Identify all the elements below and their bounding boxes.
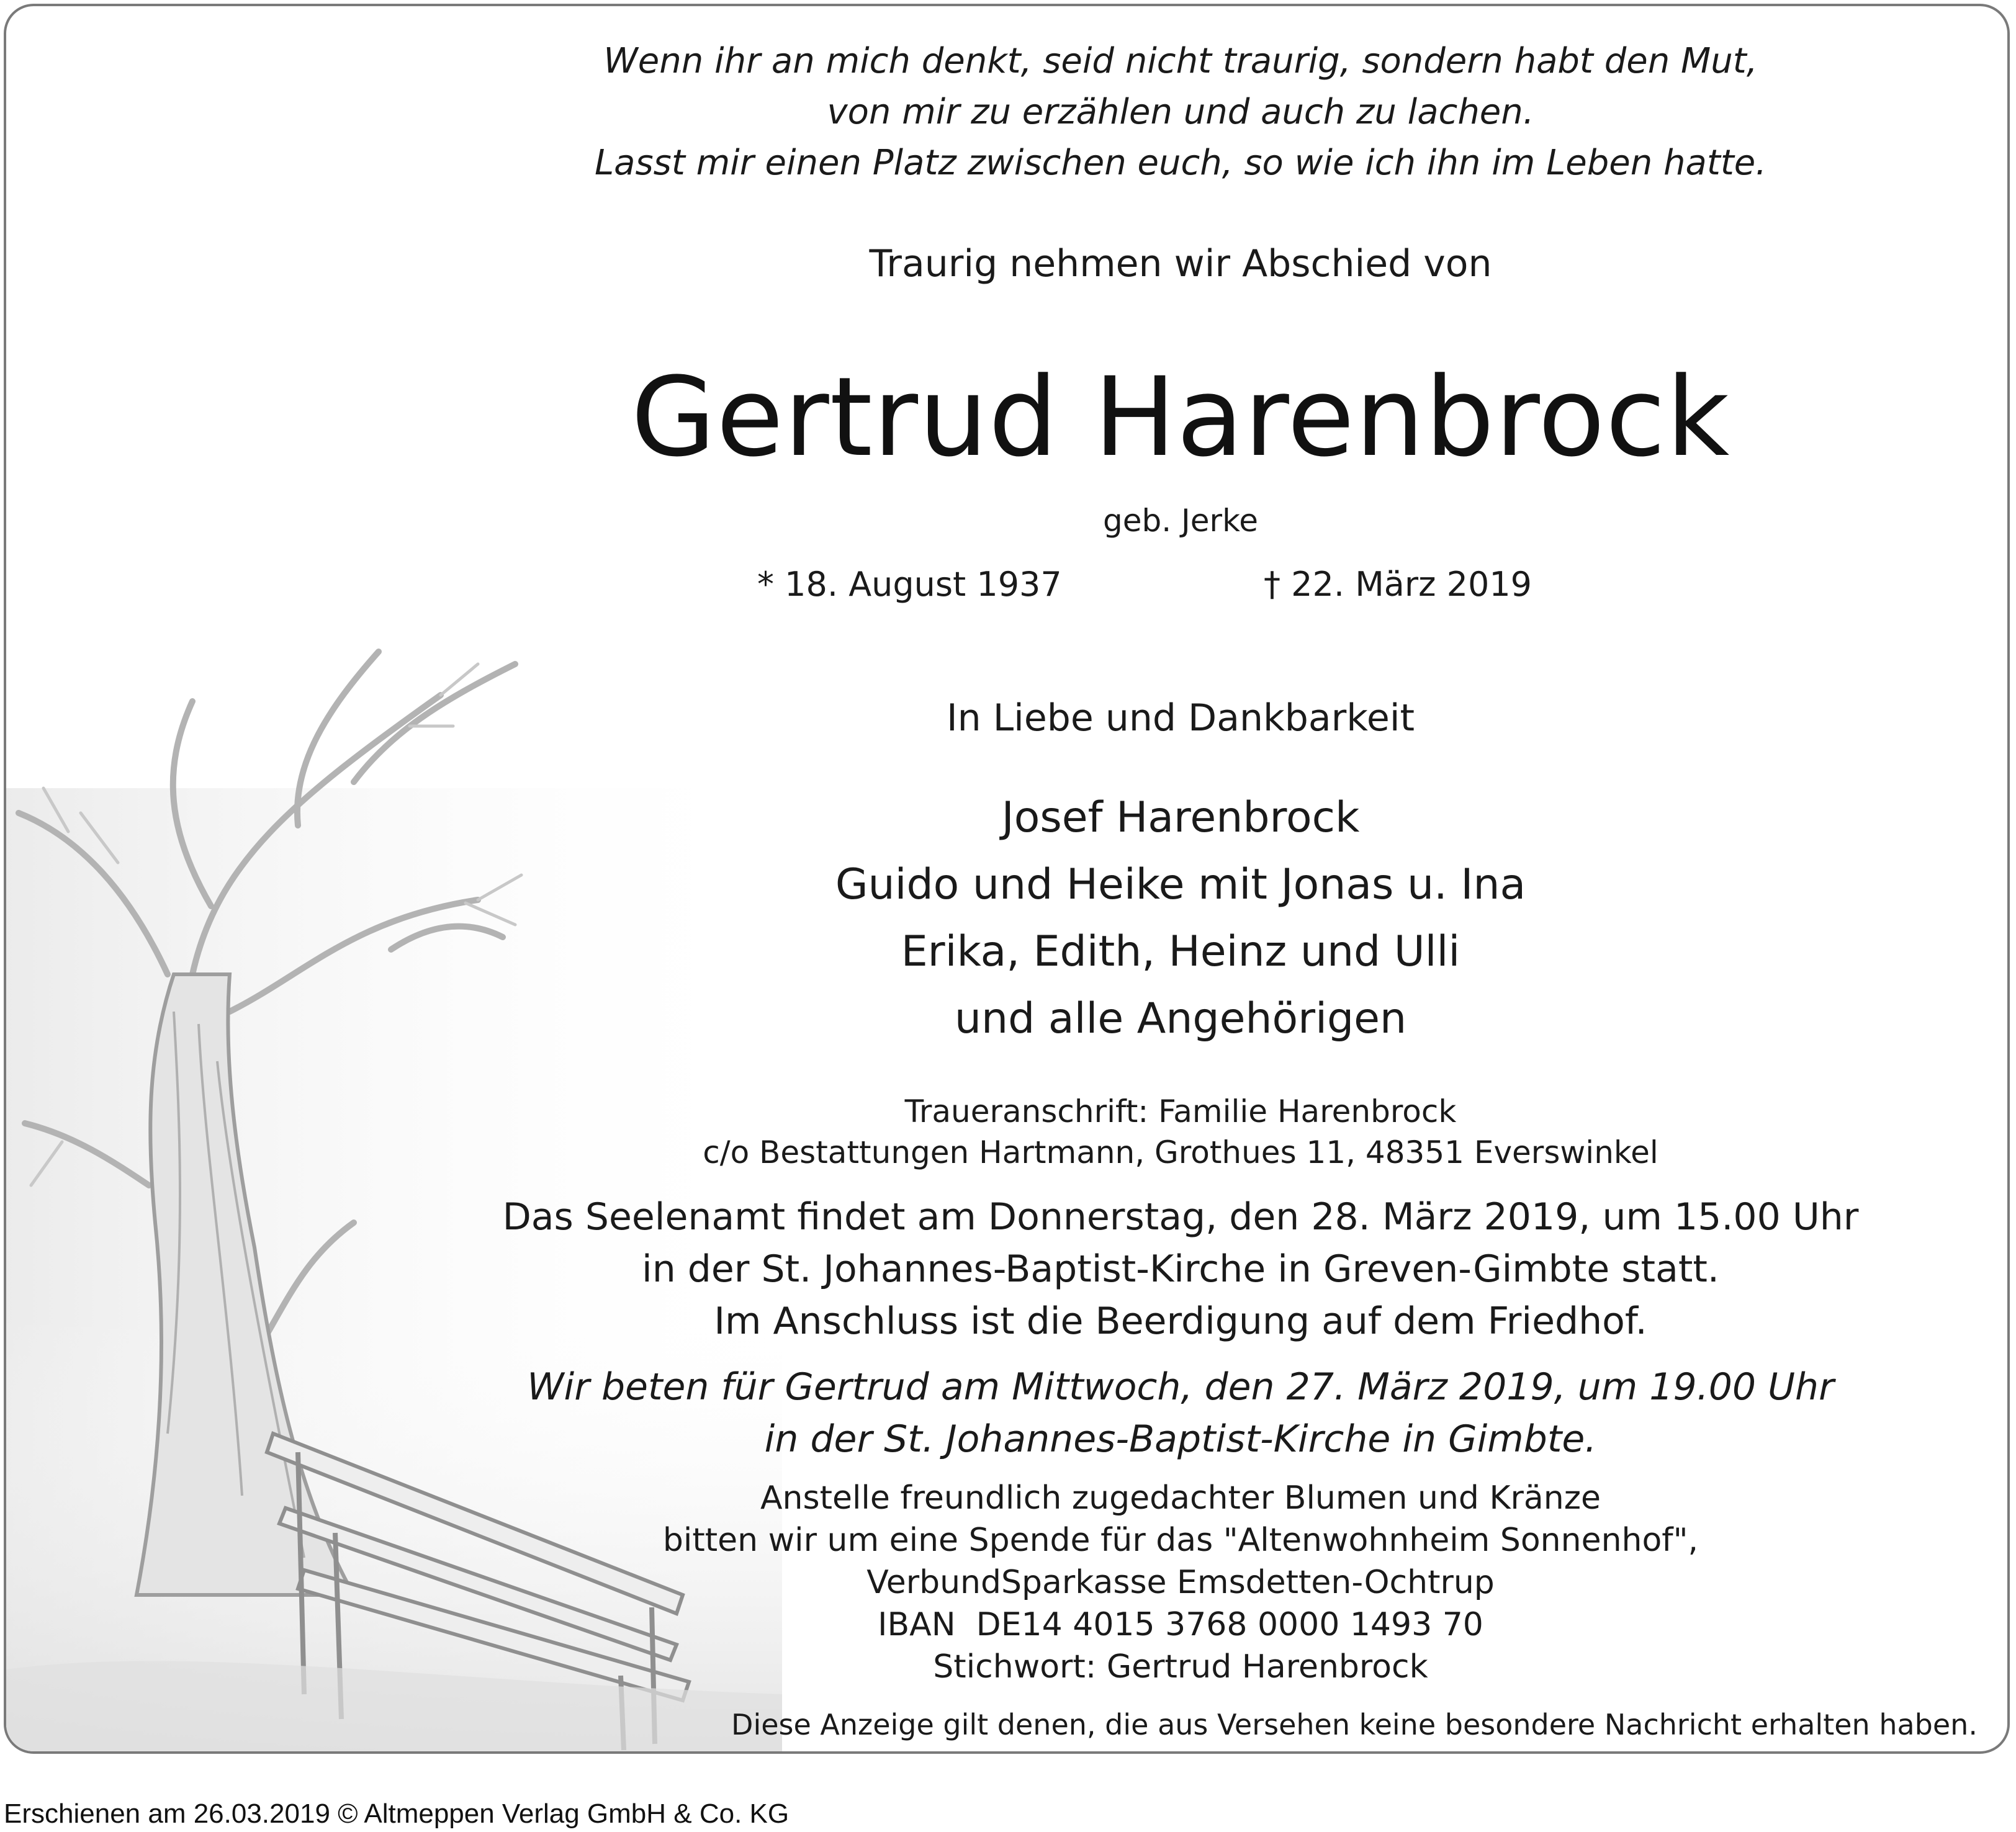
mourner-3: Erika, Edith, Heinz und Ulli (901, 927, 1460, 976)
donation-line-1: Anstelle freundlich zugedachter Blumen und Kränze (760, 1480, 1601, 1517)
prayer-line-2: in der St. Johannes-Baptist-Kirche in Gimbte. (764, 1417, 1597, 1461)
poem-line-1: Wenn ihr an mich denkt, seid nicht traurig, sondern habt den Mut, (603, 41, 1758, 81)
mourner-2: Guido und Heike mit Jonas u. Ina (835, 860, 1526, 909)
birth-date: * 18. August 1937 (757, 565, 1062, 604)
mourning-address-line-1: Traueranschrift: Familie Harenbrock (904, 1093, 1457, 1129)
poem-line-2: von mir zu erzählen und auch zu lachen. (827, 92, 1534, 132)
deceased-name: Gertrud Harenbrock (631, 354, 1730, 481)
obituary-card (4, 4, 2010, 1754)
prayer-line-1: Wir beten für Gertrud am Mittwoch, den 27. März 2019, um 19.00 Uhr (527, 1365, 1834, 1409)
donation-keyword: Stichwort: Gertrud Harenbrock (933, 1648, 1428, 1686)
mourning-address-line-2: c/o Bestattungen Hartmann, Grothues 11, 48351 Everswinkel (703, 1134, 1658, 1170)
poem-line-3: Lasst mir einen Platz zwischen euch, so wie ich ihn im Leben hatte. (594, 143, 1767, 183)
death-date: † 22. März 2019 (1264, 565, 1532, 604)
service-line-2: in der St. Johannes-Baptist-Kirche in Greven-Gimbte statt. (642, 1247, 1719, 1291)
donation-line-3: VerbundSparkasse Emsdetten-Ochtrup (866, 1564, 1495, 1601)
dedication: In Liebe und Dankbarkeit (946, 696, 1415, 740)
birth-name: geb. Jerke (1102, 503, 1259, 539)
donation-line-2: bitten wir um eine Spende für das "Altenwohnheim Sonnenhof", (662, 1522, 1699, 1559)
notice-text: Diese Anzeige gilt denen, die aus Versehen keine besondere Nachricht erhalten haben. (731, 1708, 1978, 1741)
mourner-4: und alle Angehörigen (954, 994, 1407, 1043)
obituary-text (6, 6, 2007, 1751)
service-line-1: Das Seelenamt findet am Donnerstag, den 28. März 2019, um 15.00 Uhr (502, 1195, 1859, 1239)
mourner-1: Josef Harenbrock (1001, 793, 1360, 842)
intro-text: Traurig nehmen wir Abschied von (869, 242, 1492, 285)
publication-footer: Erschienen am 26.03.2019 © Altmeppen Verlag GmbH & Co. KG (4, 1798, 790, 1829)
donation-iban: IBAN DE14 4015 3768 0000 1493 70 (878, 1606, 1483, 1643)
service-line-3: Im Anschluss ist die Beerdigung auf dem Friedhof. (714, 1300, 1647, 1343)
